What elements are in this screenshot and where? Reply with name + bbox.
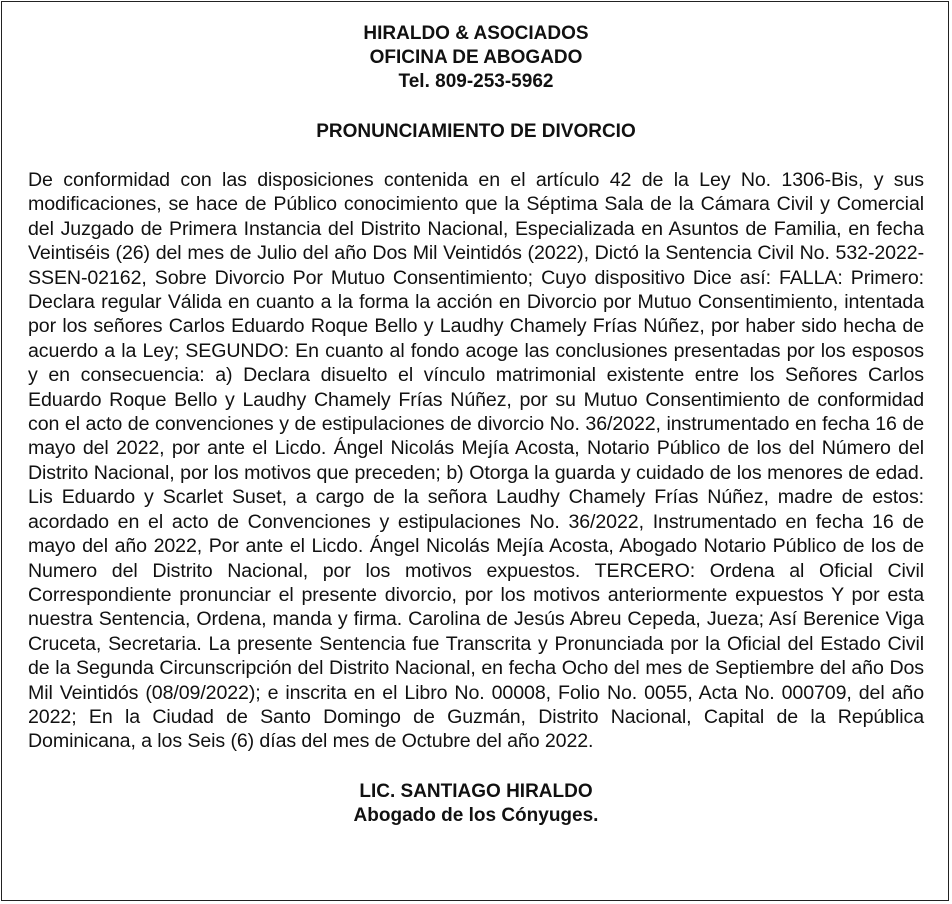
legal-notice (28, 22, 924, 828)
notice-header (28, 22, 924, 94)
notice-body: De conformidad con las disposiciones contenida en el artículo 42 de la Ley No. 1306-Bis, y sus modificaciones, se hace de Público conocimiento que la Séptima Sala de la Cámara Civil y Comercial del Juzgado de Primera Instancia del Distrito Nacional, Especializada en Asuntos de Familia, en fecha Veintiséis (26) del mes de Julio del año Dos Mil Veintidós (2022), Dictó la Sentencia Civil No. 532-2022-SSEN-02162, Sobre Divorcio Por Mutuo Consentimiento; Cuyo dispositivo Dice así: FALLA: Primero: Declara regular Válida en cuanto a la forma la acción en Divorcio por Mutuo Consentimiento, intentada por los señores Carlos Eduardo Roque Bello y Laudhy Chamely Frías Núñez, por haber sido hecha de acuerdo a la Ley; SEGUNDO: En cuanto al fondo acoge las conclusiones presentadas por los esposos y en consecuencia: a) Declara disuelto el vínculo matrimonial existente entre los Señores Carlos Eduardo Roque Bello y Laudhy Chamely Frías Núñez, por su Mutuo Consentimiento de conformidad con el acto de convenciones y de estipulaciones de divorcio No. 36/2022, instrumentado en fecha 16 de mayo del 2022, por ante el Licdo. Ángel Nicolás Mejía Acosta, Notario Público de los del Número del Distrito Nacional, por los motivos que preceden; b) Otorga la guarda y cuidado de los menores de edad. Lis Eduardo y Scarlet Suset, a cargo de la señora Laudhy Chamely Frías Núñez, madre de estos: acordado en el acto de Convenciones y estipulaciones No. 36/2022, Instrumentado en fecha 16 de mayo del año 2022, Por ante el Licdo. Ángel Nicolás Mejía Acosta, Abogado Notario Público de los de Numero del Distrito Nacional, por los motivos expuestos. TERCERO: Ordena al Oficial Civil Correspondiente pronunciar el presente divorcio, por los motivos anteriormente expuestos Y por esta nuestra Sentencia, Ordena, manda y firma. Carolina de Jesús Abreu Cepeda, Jueza; Así Berenice Viga Cruceta, Secretaria. La presente Sentencia fue Transcrita y Pronunciada por la Oficial del Estado Civil de la Segunda Circunscripción del Distrito Nacional, en fecha Ocho del mes de Septiembre del año Dos Mil Veintidós (08/09/2022); e inscrita en el Libro No. 00008, Folio No. 0055, Acta No. 000709, del año 2022; En la Ciudad de Santo Domingo de Guzmán, Distrito Nacional, Capital de la República Dominicana, a los Seis (6) días del mes de Octubre del año 2022. (28, 169, 924, 753)
signer-role: Abogado de los Cónyuges. (353, 804, 599, 826)
firm-name: HIRALDO & ASOCIADOS (363, 23, 589, 44)
signer-name: LIC. SANTIAGO HIRALDO (359, 780, 593, 802)
notice-title: PRONUNCIAMIENTO DE DIVORCIO (316, 121, 636, 142)
phone-number: Tel. 809-253-5962 (398, 71, 554, 92)
signature-block (28, 780, 924, 828)
office-name: OFICINA DE ABOGADO (369, 47, 583, 68)
